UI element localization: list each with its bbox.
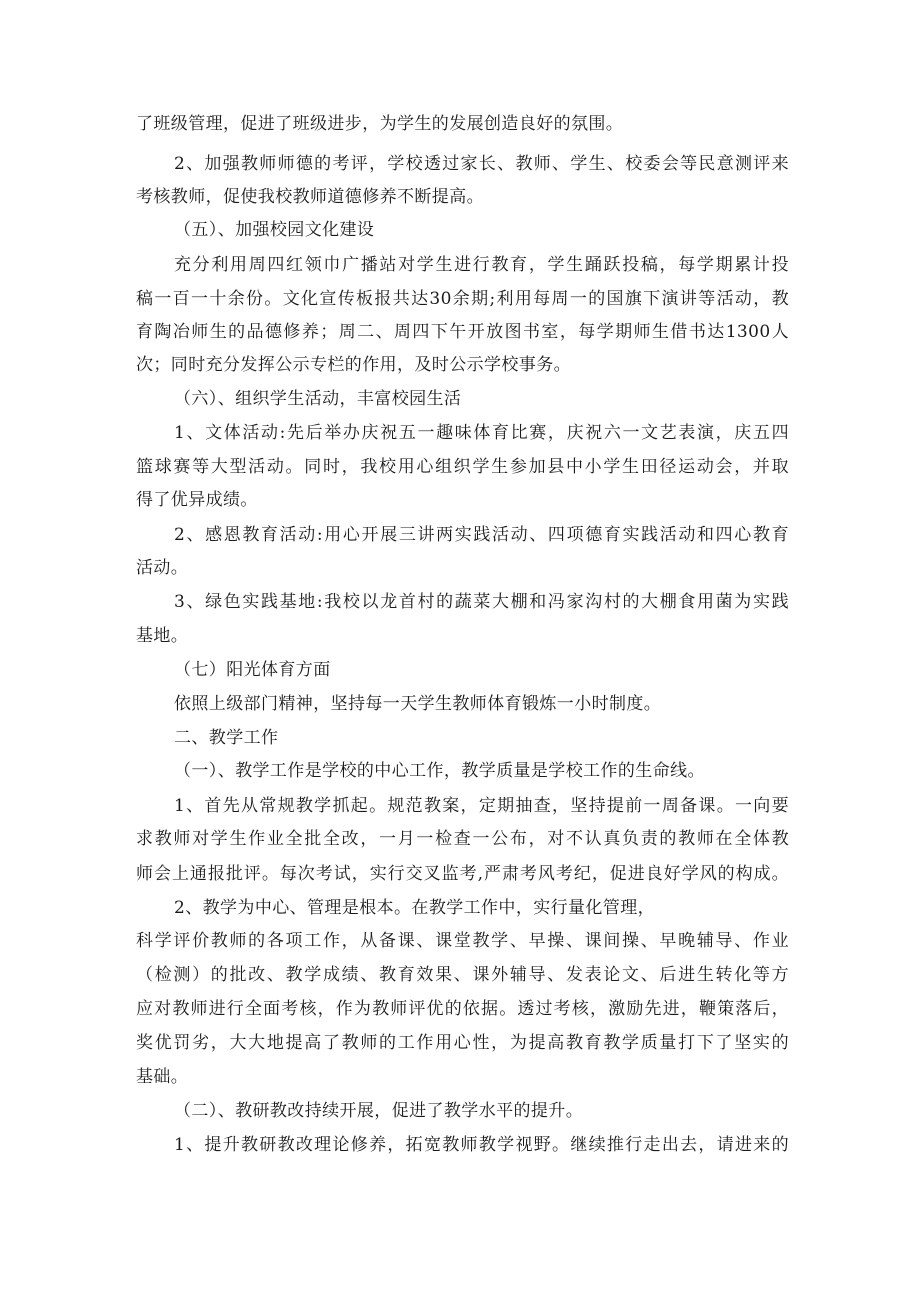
text-line: 1、提升教研教改理论修养，拓宽教师教学视野。继续推行走出去，请进来的 bbox=[174, 1135, 789, 1155]
text-line: 应对教师进行全面考核，作为教师评优的依据。透过考核，激励先进，鞭策落后， bbox=[136, 999, 789, 1019]
text-line: 2、感恩教育活动:用心开展三讲两实践活动、四项德育实践活动和四心教育 bbox=[174, 525, 789, 545]
text-line: 了班级管理，促进了班级进步，为学生的发展创造良好的氛围。 bbox=[136, 114, 624, 134]
text-line: 稿一百一十余份。文化宣传板报共达30余期;利用每周一的国旗下演讲等活动，教 bbox=[136, 289, 789, 309]
section-heading: 二、教学工作 bbox=[174, 728, 279, 748]
text-line: 奖优罚劣，大大地提高了教师的工作用心性，为提高教育教学质量打下了坚实的 bbox=[136, 1033, 789, 1053]
text-line: 次；同时充分发挥公示专栏的作用，及时公示学校事务。 bbox=[136, 355, 571, 375]
text-line: 2、加强教师师德的考评，学校透过家长、教师、学生、校委会等民意测评来 bbox=[174, 154, 789, 174]
text-line: 基础。 bbox=[136, 1067, 189, 1087]
text-line: 1、文体活动:先后举办庆祝五一趣味体育比赛，庆祝六一文艺表演，庆五四 bbox=[174, 423, 789, 443]
text-line: 得了优异成绩。 bbox=[136, 490, 258, 510]
section-heading: （六）、组织学生活动，丰富校园生活 bbox=[174, 389, 462, 409]
section-heading: （二）、教研教改持续开展，促进了教学水平的提升。 bbox=[174, 1101, 584, 1121]
text-line: 依照上级部门精神，坚持每一天学生教师体育锻炼一小时制度。 bbox=[174, 694, 662, 714]
text-line: 1、首先从常规教学抓起。规范教案，定期抽查，坚持提前一周备课。一向要 bbox=[174, 796, 789, 816]
text-line: 篮球赛等大型活动。同时，我校用心组织学生参加县中小学生田径运动会，并取 bbox=[136, 457, 789, 477]
section-heading: （一）、教学工作是学校的中心工作，教学质量是学校工作的生命线。 bbox=[174, 761, 705, 781]
text-line: 2、教学为中心、管理是根本。在教学工作中，实行量化管理， bbox=[174, 898, 656, 918]
text-line: 育陶冶师生的品德修养；周二、周四下午开放图书室，每学期师生借书达1300人 bbox=[136, 322, 789, 342]
text-line: 活动。 bbox=[136, 558, 189, 578]
section-heading: （七）阳光体育方面 bbox=[174, 660, 331, 680]
text-line: 师会上通报批评。每次考试，实行交叉监考,严肃考风考纪，促进良好学风的构成。 bbox=[136, 864, 789, 884]
text-line: （检测）的批改、教学成绩、教育效果、课外辅导、发表论文、后进生转化等方 bbox=[136, 965, 789, 985]
section-heading: （五）、加强校园文化建设 bbox=[174, 220, 375, 240]
text-line: 3、绿色实践基地:我校以龙首村的蔬菜大棚和冯家沟村的大棚食用菌为实践 bbox=[174, 592, 789, 612]
text-line: 求教师对学生作业全批全改，一月一检查一公布，对不认真负责的教师在全体教 bbox=[136, 829, 789, 849]
text-line: 考核教师，促使我校教师道德修养不断提高。 bbox=[136, 187, 484, 207]
text-line: 充分利用周四红领巾广播站对学生进行教育，学生踊跃投稿，每学期累计投 bbox=[174, 255, 789, 275]
text-line: 科学评价教师的各项工作，从备课、课堂教学、早操、课间操、早晚辅导、作业 bbox=[136, 931, 789, 951]
text-line: 基地。 bbox=[136, 626, 189, 646]
